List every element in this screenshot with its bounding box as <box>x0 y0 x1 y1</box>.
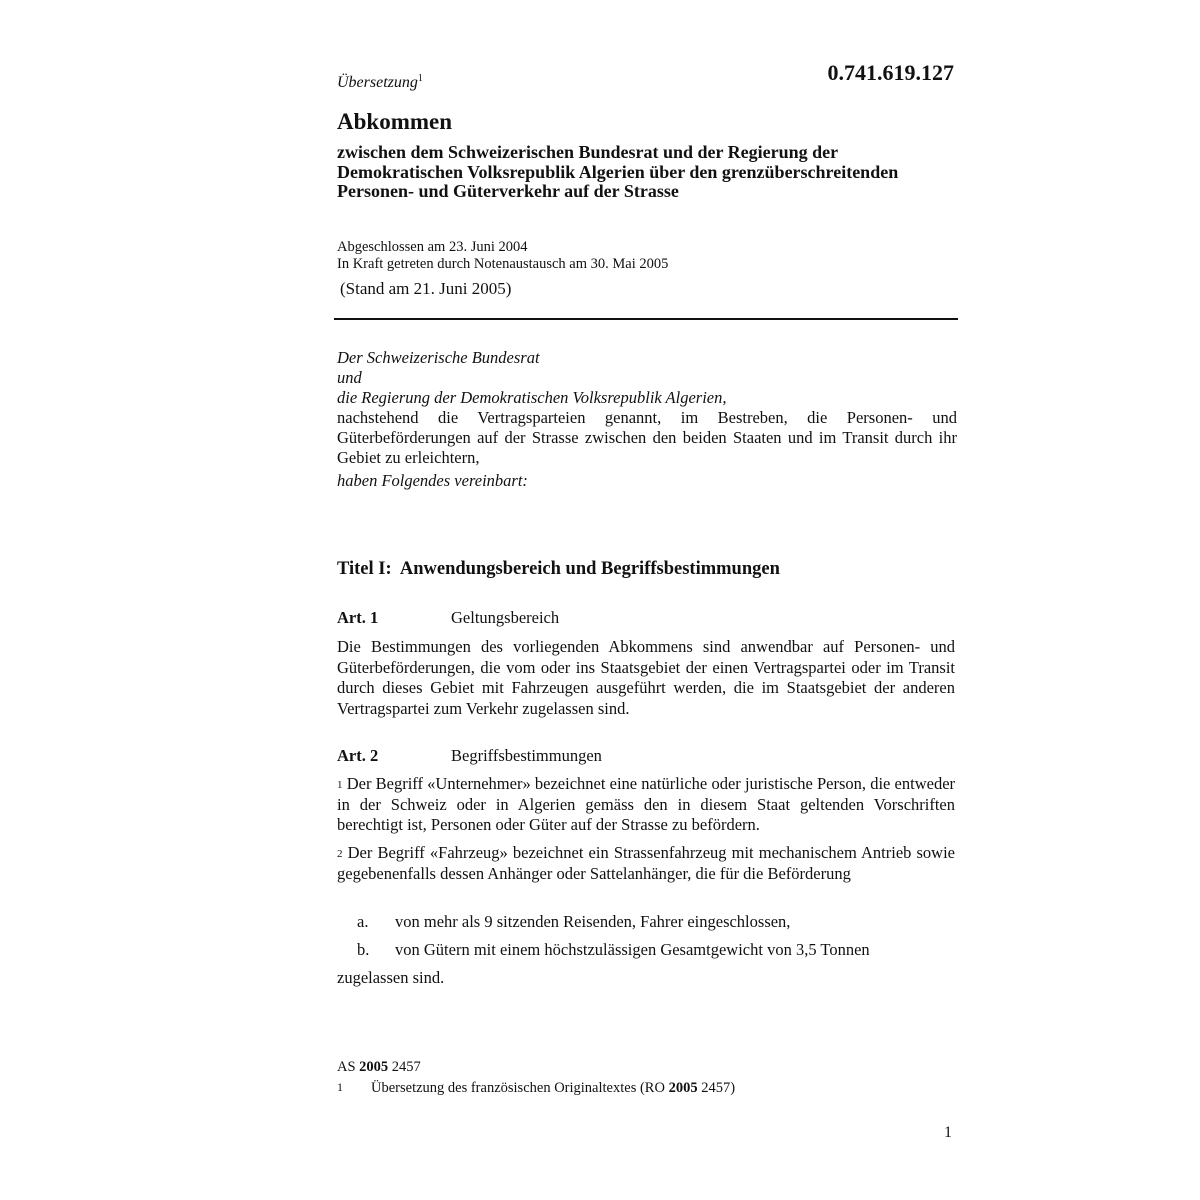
dates-block <box>337 239 668 273</box>
status-date: (Stand am 21. Juni 2005) <box>340 279 512 298</box>
horizontal-rule <box>334 318 958 320</box>
article-title: Begriffsbestimmungen <box>451 746 602 765</box>
conjunction: und <box>337 368 362 387</box>
party-1: Der Schweizerische Bundesrat <box>337 348 540 367</box>
article-2-paragraph-1: $^1$ Der Begriff «Unternehmer» bezeichnet eine natürliche oder juristische Person, die entweder in der Schweiz oder in Algerien gemäss den in diesem Staat geltenden Vorschriften berechtigt ist, Personen oder Güter auf der Strasse zu befördern. <box>337 774 956 834</box>
article-2-paragraph-2: $^2$ Der Begriff «Fahrzeug» bezeichnet ein Strassenfahrzeug mit mechanischem Antrieb sowie gegebenenfalls dessen Anhänger oder Sattelanhänger, die für die Beförderung <box>337 843 955 883</box>
document-title: Abkommen <box>337 109 453 134</box>
in-force-date: In Kraft getreten durch Notenaustausch am 30. Mai 2005 <box>337 256 669 272</box>
sr-number: 0.741.619.127 <box>827 60 954 85</box>
article-1-body: Die Bestimmungen des vorliegenden Abkommens sind anwendbar auf Personen- und Güterbeförderungen, die vom oder ins Staatsgebiet der einen Vertragspartei oder im Transit durch dieses Gebiet mit Fahrzeugen ausgeführt werden, die im Staatsgebiet der anderen Vertragspartei zum Verkehr zugelassen sind. <box>337 637 955 718</box>
list-marker: b. <box>357 940 370 959</box>
footnote-mark[interactable]: 1 <box>417 73 423 84</box>
article-2-closing: zugelassen sind. <box>337 968 445 987</box>
article-1-heading <box>337 608 559 628</box>
preamble <box>337 348 957 491</box>
translation-label: Übersetzung$^1$ <box>337 73 423 91</box>
titel-heading: Titel I: Anwendungsbereich und Begriffsbestimmungen <box>337 559 780 579</box>
party-2: die Regierung der Demokratischen Volksrepublik Algerien, <box>337 388 727 407</box>
article-2-heading <box>337 746 602 766</box>
paragraph-mark: 2 <box>337 848 343 860</box>
footnote: 1 Übersetzung des französischen Originaltextes (RO 2005 2457) <box>337 1080 736 1096</box>
as-reference: AS 2005 2457 <box>337 1059 421 1075</box>
page-number: 1 <box>944 1124 952 1141</box>
article-number: Art. 2 <box>337 746 379 765</box>
preamble-body: nachstehend die Vertragsparteien genannt, im Bestreben, die Personen- und Güterbeförderungen auf der Strasse zwischen den beiden Staaten und im Transit durch ihr Gebiet zu erleichtern, <box>337 408 957 467</box>
article-number: Art. 1 <box>337 608 379 627</box>
article-title: Geltungsbereich <box>451 608 560 627</box>
list-item: b. von Gütern mit einem höchstzulässigen Gesamtgewicht von 3,5 Tonnen <box>357 940 870 959</box>
list-marker: a. <box>357 912 369 931</box>
footnote-number: 1 <box>337 1080 343 1094</box>
list-item: a. von mehr als 9 sitzenden Reisenden, Fahrer eingeschlossen, <box>357 912 791 931</box>
document-subtitle: zwischen dem Schweizerischen Bundesrat und der Regierung der Demokratischen Volksrepublik Algerien über den grenzüberschreitenden Personen- und Güterverkehr auf der Strasse <box>337 142 899 201</box>
concluded-date: Abgeschlossen am 23. Juni 2004 <box>337 239 528 255</box>
paragraph-mark: 1 <box>337 779 343 791</box>
preamble-agreed: haben Folgendes vereinbart: <box>337 471 528 490</box>
